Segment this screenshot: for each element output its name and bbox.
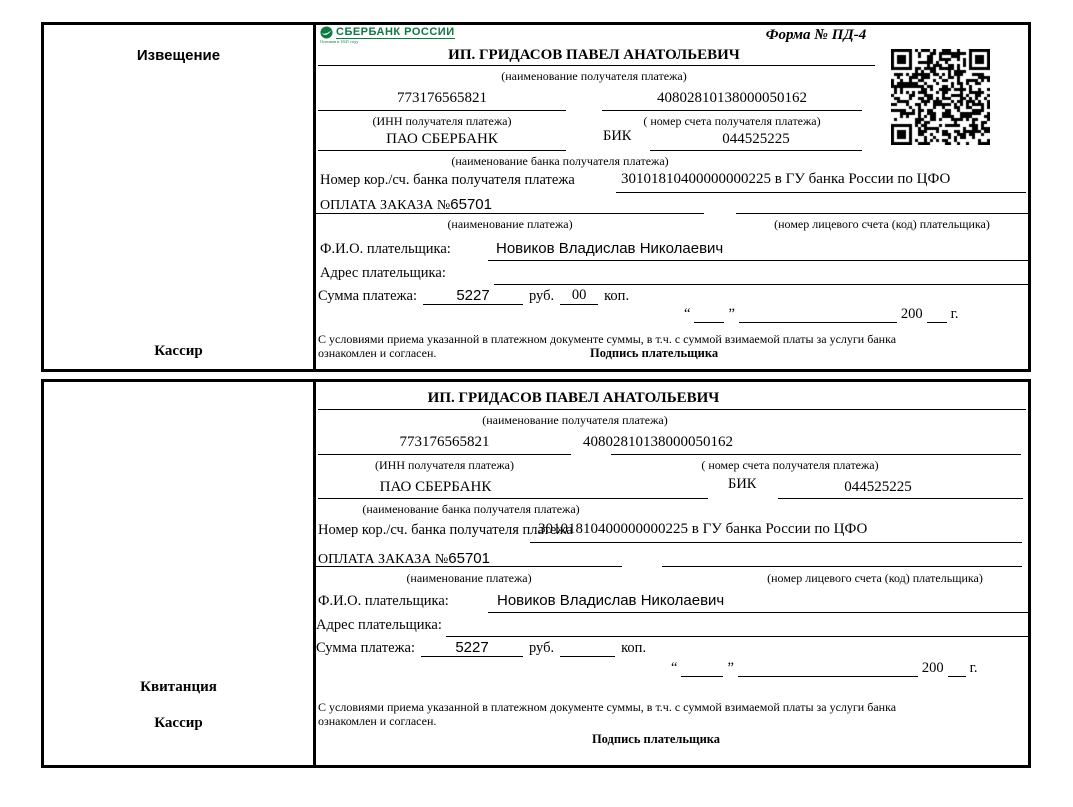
bik-label: БИК [728,476,757,492]
field-line [530,542,1022,543]
receipt-label: Квитанция [140,679,217,695]
date-month-line [739,322,897,323]
personal-account-caption: (номер лицевого счета (код) плательщика) [774,217,990,231]
field-line [318,65,875,66]
cashier-label: Кассир [154,343,203,359]
notice-stub [44,25,316,369]
inn-caption: (ИНН получателя платежа) [372,114,512,128]
notice-form [316,25,1028,369]
bank-caption: (наименование банка получателя платежа) [362,502,580,516]
date-day-line [681,676,723,677]
bank-name-value: ПАО СБЕРБАНК [379,479,492,495]
year-prefix: 200 [921,660,944,676]
recipient-caption: (наименование получателя платежа) [501,69,687,83]
field-line [316,213,704,214]
rub-label: руб. [529,640,555,656]
quote-close: ” [728,306,735,322]
field-line [318,498,708,499]
bank-caption: (наименование банка получателя платежа) [451,154,669,168]
sberbank-logo-tagline: Основан в 1841 году [320,39,359,44]
corr-label: Номер кор./сч. банка получателя платежа [318,522,573,538]
inn-value: 773176565821 [399,434,490,450]
bik-label: БИК [603,128,632,144]
amount-label: Сумма платежа: [316,640,415,656]
qr-code [891,49,990,145]
notice-section [41,22,1031,372]
field-line [488,260,1028,261]
field-line [602,110,862,111]
recipient-name: ИП. ГРИДАСОВ ПАВЕЛ АНАТОЛЬЕВИЧ [427,390,720,406]
date-row [671,660,978,677]
year-prefix: 200 [900,306,923,322]
field-line [650,150,862,151]
year-suffix: г. [950,306,959,322]
field-line [662,566,1022,567]
kop-label: коп. [621,640,647,656]
bank-name-value: ПАО СБЕРБАНК [386,131,498,147]
amount-kop-value: 00 [560,287,598,305]
amount-label: Сумма платежа: [318,288,417,304]
field-line [318,110,566,111]
account-value: 40802810138000050162 [657,90,807,106]
field-line [494,284,1028,285]
payer-name-value: Новиков Владислав Николаевич [497,592,725,609]
order-number-value: 65701 [448,550,490,567]
rub-label: руб. [529,288,555,304]
date-row [684,306,959,323]
date-month-line [738,676,918,677]
personal-account-caption: (номер лицевого счета (код) плательщика) [767,571,983,585]
date-day-line [694,322,724,323]
corr-value: 30101810400000000225 в ГУ банка России по ЦФО [621,171,951,187]
field-line [488,612,1028,613]
bik-value: 044525225 [722,131,790,147]
payment-label: ОПЛАТА ЗАКАЗА № [318,552,449,567]
payer-name-label: Ф.И.О. плательщика: [318,593,449,609]
agreement-line2-row [318,346,980,361]
recipient-name: ИП. ГРИДАСОВ ПАВЕЛ АНАТОЛЬЕВИЧ [448,47,740,63]
date-year-line [948,676,966,677]
amount-row [318,287,629,305]
payment-label: ОПЛАТА ЗАКАЗА № [320,198,451,213]
order-number-value: 65701 [450,196,492,213]
sberbank-logo-text: СБЕРБАНК РОССИИ [336,26,455,38]
account-value: 40802810138000050162 [583,434,733,450]
field-line [318,409,1026,410]
field-line [316,566,622,567]
amount-rub-value: 5227 [423,287,523,305]
sberbank-emblem-icon [320,26,333,39]
receipt-section [41,379,1031,768]
recipient-caption: (наименование получателя платежа) [482,413,668,427]
signature-label: Подпись плательщика [590,346,719,360]
bik-value: 044525225 [844,479,912,495]
field-line [318,150,566,151]
payer-address-label: Адрес плательщика: [320,265,446,281]
account-caption: ( номер счета получателя платежа) [701,458,879,472]
date-year-line [927,322,947,323]
year-suffix: г. [969,660,978,676]
field-line [778,498,1023,499]
payer-name-label: Ф.И.О. плательщика: [320,241,451,257]
payment-caption: (наименование платежа) [447,217,573,231]
corr-label: Номер кор./сч. банка получателя платежа [320,172,575,188]
cashier-label: Кассир [154,715,203,731]
kop-label: коп. [604,288,630,304]
payment-name [320,196,492,214]
payment-caption: (наименование платежа) [406,571,532,585]
amount-kop-value [560,656,615,657]
agreement-line2: ознакомлен и согласен. [318,714,437,728]
inn-caption: (ИНН получателя платежа) [375,458,514,472]
field-line [611,454,1021,455]
quote-open: “ [684,306,691,322]
quote-close: ” [727,660,734,676]
agreement-line2: ознакомлен и согласен. [318,346,437,360]
agreement-line1: С условиями приема указанной в платежном документе суммы, в т.ч. с суммой взимаемой платы за услуги банка [318,700,897,714]
inn-value: 773176565821 [397,90,487,106]
field-line [736,213,1028,214]
notice-label: Извещение [136,47,221,64]
signature-label: Подпись плательщика [591,732,721,746]
agreement-line1: С условиями приема указанной в платежном документе суммы, в т.ч. с суммой взимаемой платы за услуги банка [318,332,897,346]
field-line [318,454,571,455]
receipt-stub [44,382,316,765]
field-line [446,636,1028,637]
receipt-form [316,382,1028,765]
form-number-label: Форма № ПД-4 [765,27,867,43]
amount-rub-value: 5227 [421,639,523,657]
payer-address-label: Адрес плательщика: [316,617,442,633]
field-line [616,192,1026,193]
payer-name-value: Новиков Владислав Николаевич [496,240,724,257]
amount-row [316,639,646,657]
sberbank-logo [320,26,455,48]
quote-open: “ [671,660,678,676]
corr-value: 30101810400000000225 в ГУ банка России по ЦФО [538,521,868,537]
account-caption: ( номер счета получателя платежа) [643,114,821,128]
